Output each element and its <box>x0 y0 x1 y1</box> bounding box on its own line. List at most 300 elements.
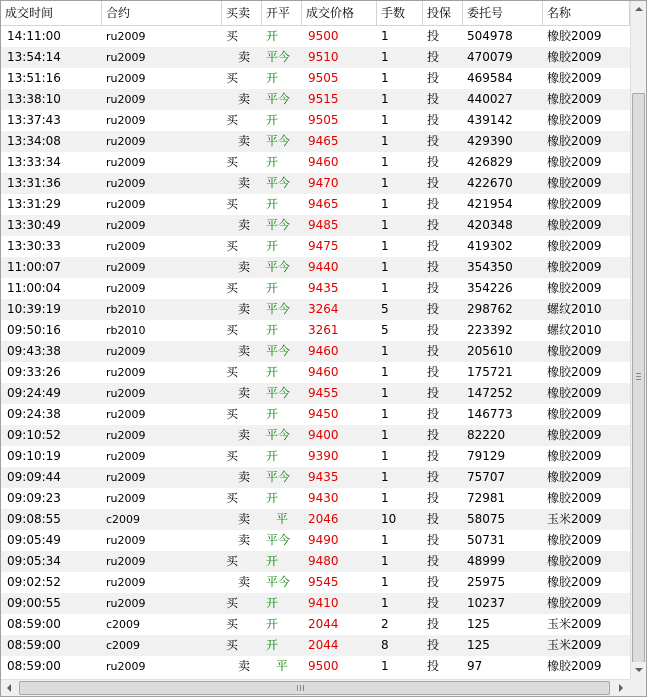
buy-sell-cell: 卖 <box>238 302 251 316</box>
lots-cell: 1 <box>381 155 389 169</box>
order-id-cell: 419302 <box>467 239 513 253</box>
size-grip[interactable] <box>630 679 646 696</box>
order-id-cell: 125 <box>467 617 490 631</box>
table-row[interactable] <box>1 572 630 593</box>
contract-cell: ru2009 <box>106 387 146 400</box>
order-id-cell: 146773 <box>467 407 513 421</box>
lots-cell: 1 <box>381 344 389 358</box>
table-header <box>1 1 630 26</box>
hedge-cell: 投 <box>427 134 440 148</box>
buy-sell-cell: 卖 <box>238 50 251 64</box>
price-cell: 9400 <box>308 428 339 442</box>
buy-sell-cell: 卖 <box>238 428 251 442</box>
order-id-cell: 72981 <box>467 491 506 505</box>
order-id-cell: 79129 <box>467 449 506 463</box>
order-id-cell: 48999 <box>467 554 506 568</box>
name-cell: 螺纹2010 <box>547 302 602 316</box>
price-cell: 9545 <box>308 575 339 589</box>
price-cell: 9435 <box>308 470 339 484</box>
order-id-cell: 147252 <box>467 386 513 400</box>
contract-cell: ru2009 <box>106 30 146 43</box>
open-close-cell: 平今 <box>266 428 291 442</box>
price-cell: 9390 <box>308 449 339 463</box>
buy-sell-cell: 卖 <box>238 659 251 673</box>
contract-cell: ru2009 <box>106 555 146 568</box>
table-row[interactable] <box>1 593 630 614</box>
vertical-scrollbar[interactable] <box>630 1 647 679</box>
name-cell: 橡胶2009 <box>547 428 602 442</box>
name-cell: 橡胶2009 <box>547 155 602 169</box>
table-row[interactable] <box>1 131 630 152</box>
open-close-cell: 平今 <box>266 218 291 232</box>
order-id-cell: 421954 <box>467 197 513 211</box>
open-close-cell: 开 <box>266 71 279 85</box>
open-close-cell: 平今 <box>266 176 291 190</box>
buy-sell-cell: 卖 <box>238 92 251 106</box>
time-cell: 13:30:33 <box>7 239 61 253</box>
price-cell: 9460 <box>308 344 339 358</box>
open-close-cell: 开 <box>266 323 279 337</box>
price-cell: 2046 <box>308 512 339 526</box>
lots-cell: 1 <box>381 218 389 232</box>
name-cell: 橡胶2009 <box>547 449 602 463</box>
time-cell: 13:54:14 <box>7 50 61 64</box>
name-cell: 橡胶2009 <box>547 365 602 379</box>
lots-cell: 1 <box>381 575 389 589</box>
name-cell: 橡胶2009 <box>547 407 602 421</box>
table-row[interactable] <box>1 530 630 551</box>
order-id-cell: 82220 <box>467 428 506 442</box>
time-cell: 08:59:00 <box>7 659 61 673</box>
hedge-cell: 投 <box>427 533 440 547</box>
hedge-cell: 投 <box>427 323 440 337</box>
buy-sell-cell: 卖 <box>238 218 251 232</box>
price-cell: 9505 <box>308 113 339 127</box>
contract-cell: ru2009 <box>106 492 146 505</box>
contract-cell: ru2009 <box>106 471 146 484</box>
lots-cell: 1 <box>381 260 389 274</box>
time-cell: 13:34:08 <box>7 134 61 148</box>
contract-cell: ru2009 <box>106 597 146 610</box>
lots-cell: 1 <box>381 50 389 64</box>
hedge-cell: 投 <box>427 197 440 211</box>
table-row[interactable] <box>1 635 630 656</box>
price-cell: 9500 <box>308 659 339 673</box>
open-close-cell: 开 <box>266 407 279 421</box>
contract-cell: ru2009 <box>106 156 146 169</box>
open-close-cell: 平今 <box>266 50 291 64</box>
buy-sell-cell: 卖 <box>238 533 251 547</box>
contract-cell: ru2009 <box>106 72 146 85</box>
col-header-price[interactable]: 成交价格 <box>302 1 377 25</box>
hedge-cell: 投 <box>427 344 440 358</box>
lots-cell: 1 <box>381 365 389 379</box>
buy-sell-cell: 买 <box>226 407 239 421</box>
hedge-cell: 投 <box>427 386 440 400</box>
contract-cell: ru2009 <box>106 576 146 589</box>
hedge-cell: 投 <box>427 29 440 43</box>
contract-cell: ru2009 <box>106 93 146 106</box>
table-row[interactable] <box>1 656 630 677</box>
time-cell: 11:00:04 <box>7 281 61 295</box>
buy-sell-cell: 卖 <box>238 176 251 190</box>
order-id-cell: 205610 <box>467 344 513 358</box>
name-cell: 橡胶2009 <box>547 197 602 211</box>
contract-cell: ru2009 <box>106 450 146 463</box>
buy-sell-cell: 买 <box>226 596 239 610</box>
hedge-cell: 投 <box>427 239 440 253</box>
contract-cell: ru2009 <box>106 408 146 421</box>
hedge-cell: 投 <box>427 470 440 484</box>
buy-sell-cell: 买 <box>226 638 239 652</box>
hedge-cell: 投 <box>427 113 440 127</box>
order-id-cell: 58075 <box>467 512 506 526</box>
table-row[interactable] <box>1 488 630 509</box>
buy-sell-cell: 买 <box>226 29 239 43</box>
buy-sell-cell: 买 <box>226 323 239 337</box>
col-header-time[interactable]: 成交时间 <box>1 1 102 25</box>
hedge-cell: 投 <box>427 365 440 379</box>
price-cell: 9475 <box>308 239 339 253</box>
name-cell: 橡胶2009 <box>547 134 602 148</box>
price-cell: 3261 <box>308 323 339 337</box>
horizontal-scroll-thumb[interactable] <box>19 681 610 695</box>
lots-cell: 5 <box>381 302 389 316</box>
open-close-cell: 平今 <box>266 302 291 316</box>
price-cell: 9460 <box>308 365 339 379</box>
price-cell: 9515 <box>308 92 339 106</box>
table-row[interactable] <box>1 152 630 173</box>
table-row[interactable] <box>1 341 630 362</box>
price-cell: 3264 <box>308 302 339 316</box>
table-row[interactable] <box>1 110 630 131</box>
order-id-cell: 97 <box>467 659 483 673</box>
lots-cell: 1 <box>381 659 389 673</box>
order-id-cell: 10237 <box>467 596 506 610</box>
table-row[interactable] <box>1 68 630 89</box>
name-cell: 橡胶2009 <box>547 533 602 547</box>
open-close-cell: 开 <box>266 29 279 43</box>
order-id-cell: 175721 <box>467 365 513 379</box>
time-cell: 09:50:16 <box>7 323 61 337</box>
buy-sell-cell: 买 <box>226 197 239 211</box>
table-row[interactable] <box>1 467 630 488</box>
time-cell: 09:09:44 <box>7 470 61 484</box>
lots-cell: 1 <box>381 239 389 253</box>
contract-cell: c2009 <box>106 618 141 631</box>
time-cell: 13:31:29 <box>7 197 61 211</box>
arrow-up-icon[interactable] <box>631 1 647 18</box>
table-row[interactable] <box>1 383 630 404</box>
open-close-cell: 开 <box>266 638 279 652</box>
col-header-buy-sell[interactable]: 买卖 <box>222 1 262 25</box>
open-close-cell: 开 <box>266 155 279 169</box>
open-close-cell: 平 <box>276 659 289 673</box>
price-cell: 9505 <box>308 71 339 85</box>
table-row[interactable] <box>1 215 630 236</box>
buy-sell-cell: 买 <box>226 155 239 169</box>
lots-cell: 2 <box>381 617 389 631</box>
time-cell: 13:38:10 <box>7 92 61 106</box>
open-close-cell: 开 <box>266 554 279 568</box>
name-cell: 橡胶2009 <box>547 92 602 106</box>
contract-cell: ru2009 <box>106 114 146 127</box>
hedge-cell: 投 <box>427 638 440 652</box>
order-id-cell: 354226 <box>467 281 513 295</box>
lots-cell: 1 <box>381 491 389 505</box>
buy-sell-cell: 卖 <box>238 575 251 589</box>
order-id-cell: 439142 <box>467 113 513 127</box>
name-cell: 橡胶2009 <box>547 281 602 295</box>
name-cell: 橡胶2009 <box>547 659 602 673</box>
arrow-left-icon[interactable] <box>1 680 18 697</box>
price-cell: 9480 <box>308 554 339 568</box>
name-cell: 玉米2009 <box>547 638 602 652</box>
col-header-name[interactable]: 名称 <box>543 1 630 25</box>
lots-cell: 1 <box>381 533 389 547</box>
trade-table <box>1 1 630 679</box>
price-cell: 9465 <box>308 197 339 211</box>
open-close-cell: 平今 <box>266 470 291 484</box>
table-row[interactable] <box>1 551 630 572</box>
lots-cell: 1 <box>381 407 389 421</box>
lots-cell: 1 <box>381 113 389 127</box>
name-cell: 橡胶2009 <box>547 491 602 505</box>
order-id-cell: 75707 <box>467 470 506 484</box>
table-row[interactable] <box>1 257 630 278</box>
lots-cell: 1 <box>381 386 389 400</box>
order-id-cell: 504978 <box>467 29 513 43</box>
buy-sell-cell: 买 <box>226 491 239 505</box>
contract-cell: ru2009 <box>106 135 146 148</box>
price-cell: 9460 <box>308 155 339 169</box>
buy-sell-cell: 买 <box>226 554 239 568</box>
time-cell: 09:24:49 <box>7 386 61 400</box>
hedge-cell: 投 <box>427 260 440 274</box>
lots-cell: 1 <box>381 197 389 211</box>
order-id-cell: 298762 <box>467 302 513 316</box>
time-cell: 09:24:38 <box>7 407 61 421</box>
open-close-cell: 平今 <box>266 134 291 148</box>
table-row[interactable] <box>1 26 630 47</box>
open-close-cell: 开 <box>266 197 279 211</box>
open-close-cell: 开 <box>266 365 279 379</box>
table-row[interactable] <box>1 89 630 110</box>
hedge-cell: 投 <box>427 155 440 169</box>
table-row[interactable] <box>1 614 630 635</box>
price-cell: 9450 <box>308 407 339 421</box>
buy-sell-cell: 买 <box>226 71 239 85</box>
contract-cell: ru2009 <box>106 51 146 64</box>
time-cell: 13:31:36 <box>7 176 61 190</box>
order-id-cell: 440027 <box>467 92 513 106</box>
arrow-right-icon[interactable] <box>612 680 629 697</box>
order-id-cell: 420348 <box>467 218 513 232</box>
time-cell: 09:43:38 <box>7 344 61 358</box>
open-close-cell: 平今 <box>266 260 291 274</box>
open-close-cell: 开 <box>266 596 279 610</box>
buy-sell-cell: 买 <box>226 449 239 463</box>
buy-sell-cell: 卖 <box>238 260 251 274</box>
contract-cell: ru2009 <box>106 429 146 442</box>
order-id-cell: 354350 <box>467 260 513 274</box>
name-cell: 螺纹2010 <box>547 323 602 337</box>
col-header-order-id[interactable]: 委托号 <box>463 1 543 25</box>
order-id-cell: 426829 <box>467 155 513 169</box>
open-close-cell: 开 <box>266 491 279 505</box>
table-row[interactable] <box>1 404 630 425</box>
buy-sell-cell: 卖 <box>238 512 251 526</box>
lots-cell: 10 <box>381 512 397 526</box>
table-row[interactable] <box>1 362 630 383</box>
contract-cell: ru2009 <box>106 282 146 295</box>
open-close-cell: 开 <box>266 113 279 127</box>
contract-cell: c2009 <box>106 639 141 652</box>
name-cell: 橡胶2009 <box>547 470 602 484</box>
hedge-cell: 投 <box>427 596 440 610</box>
name-cell: 橡胶2009 <box>547 113 602 127</box>
buy-sell-cell: 卖 <box>238 386 251 400</box>
time-cell: 11:00:07 <box>7 260 61 274</box>
name-cell: 橡胶2009 <box>547 260 602 274</box>
col-header-open-close[interactable]: 开平 <box>262 1 302 25</box>
open-close-cell: 开 <box>266 239 279 253</box>
lots-cell: 1 <box>381 554 389 568</box>
time-cell: 09:00:55 <box>7 596 61 610</box>
hedge-cell: 投 <box>427 407 440 421</box>
time-cell: 08:59:00 <box>7 638 61 652</box>
time-cell: 13:33:34 <box>7 155 61 169</box>
time-cell: 09:08:55 <box>7 512 61 526</box>
price-cell: 9485 <box>308 218 339 232</box>
order-id-cell: 469584 <box>467 71 513 85</box>
lots-cell: 8 <box>381 638 389 652</box>
open-close-cell: 平 <box>276 512 289 526</box>
contract-cell: ru2009 <box>106 219 146 232</box>
price-cell: 9500 <box>308 29 339 43</box>
price-cell: 9465 <box>308 134 339 148</box>
lots-cell: 1 <box>381 470 389 484</box>
lots-cell: 1 <box>381 176 389 190</box>
table-row[interactable] <box>1 320 630 341</box>
contract-cell: ru2009 <box>106 366 146 379</box>
table-body <box>1 26 630 677</box>
hedge-cell: 投 <box>427 71 440 85</box>
price-cell: 9470 <box>308 176 339 190</box>
table-row[interactable] <box>1 236 630 257</box>
contract-cell: ru2009 <box>106 177 146 190</box>
order-id-cell: 125 <box>467 638 490 652</box>
hedge-cell: 投 <box>427 218 440 232</box>
horizontal-scrollbar[interactable] <box>1 679 630 697</box>
order-id-cell: 223392 <box>467 323 513 337</box>
lots-cell: 1 <box>381 29 389 43</box>
hedge-cell: 投 <box>427 659 440 673</box>
hedge-cell: 投 <box>427 92 440 106</box>
price-cell: 9430 <box>308 491 339 505</box>
arrow-down-icon[interactable] <box>631 662 647 679</box>
price-cell: 2044 <box>308 638 339 652</box>
table-row[interactable] <box>1 446 630 467</box>
contract-cell: ru2009 <box>106 660 146 673</box>
name-cell: 橡胶2009 <box>547 239 602 253</box>
name-cell: 橡胶2009 <box>547 176 602 190</box>
contract-cell: ru2009 <box>106 534 146 547</box>
time-cell: 09:02:52 <box>7 575 61 589</box>
table-row[interactable] <box>1 194 630 215</box>
buy-sell-cell: 买 <box>226 281 239 295</box>
table-row[interactable] <box>1 278 630 299</box>
contract-cell: ru2009 <box>106 198 146 211</box>
hedge-cell: 投 <box>427 50 440 64</box>
price-cell: 2044 <box>308 617 339 631</box>
order-id-cell: 422670 <box>467 176 513 190</box>
contract-cell: rb2010 <box>106 324 146 337</box>
buy-sell-cell: 卖 <box>238 470 251 484</box>
hedge-cell: 投 <box>427 554 440 568</box>
name-cell: 橡胶2009 <box>547 596 602 610</box>
open-close-cell: 平今 <box>266 575 291 589</box>
contract-cell: ru2009 <box>106 240 146 253</box>
name-cell: 橡胶2009 <box>547 386 602 400</box>
open-close-cell: 平今 <box>266 386 291 400</box>
open-close-cell: 平今 <box>266 533 291 547</box>
time-cell: 09:09:23 <box>7 491 61 505</box>
col-header-hedge[interactable]: 投保 <box>423 1 463 25</box>
time-cell: 09:05:34 <box>7 554 61 568</box>
hedge-cell: 投 <box>427 428 440 442</box>
table-row[interactable] <box>1 425 630 446</box>
vertical-scroll-thumb[interactable] <box>632 93 645 663</box>
table-row[interactable] <box>1 173 630 194</box>
name-cell: 橡胶2009 <box>547 575 602 589</box>
price-cell: 9490 <box>308 533 339 547</box>
time-cell: 13:51:16 <box>7 71 61 85</box>
hedge-cell: 投 <box>427 281 440 295</box>
buy-sell-cell: 买 <box>226 239 239 253</box>
time-cell: 09:10:52 <box>7 428 61 442</box>
buy-sell-cell: 买 <box>226 617 239 631</box>
open-close-cell: 平今 <box>266 92 291 106</box>
time-cell: 08:59:00 <box>7 617 61 631</box>
order-id-cell: 429390 <box>467 134 513 148</box>
open-close-cell: 开 <box>266 449 279 463</box>
price-cell: 9435 <box>308 281 339 295</box>
lots-cell: 1 <box>381 428 389 442</box>
open-close-cell: 平今 <box>266 344 291 358</box>
contract-cell: c2009 <box>106 513 141 526</box>
lots-cell: 1 <box>381 596 389 610</box>
name-cell: 橡胶2009 <box>547 71 602 85</box>
price-cell: 9440 <box>308 260 339 274</box>
name-cell: 玉米2009 <box>547 617 602 631</box>
open-close-cell: 开 <box>266 281 279 295</box>
col-header-contract[interactable]: 合约 <box>102 1 222 25</box>
col-header-lots[interactable]: 手数 <box>377 1 423 25</box>
name-cell: 橡胶2009 <box>547 50 602 64</box>
lots-cell: 1 <box>381 71 389 85</box>
order-id-cell: 470079 <box>467 50 513 64</box>
price-cell: 9510 <box>308 50 339 64</box>
lots-cell: 5 <box>381 323 389 337</box>
order-id-cell: 50731 <box>467 533 506 547</box>
time-cell: 10:39:19 <box>7 302 61 316</box>
table-row[interactable] <box>1 299 630 320</box>
table-row[interactable] <box>1 47 630 68</box>
buy-sell-cell: 卖 <box>238 134 251 148</box>
name-cell: 橡胶2009 <box>547 29 602 43</box>
table-row[interactable] <box>1 509 630 530</box>
